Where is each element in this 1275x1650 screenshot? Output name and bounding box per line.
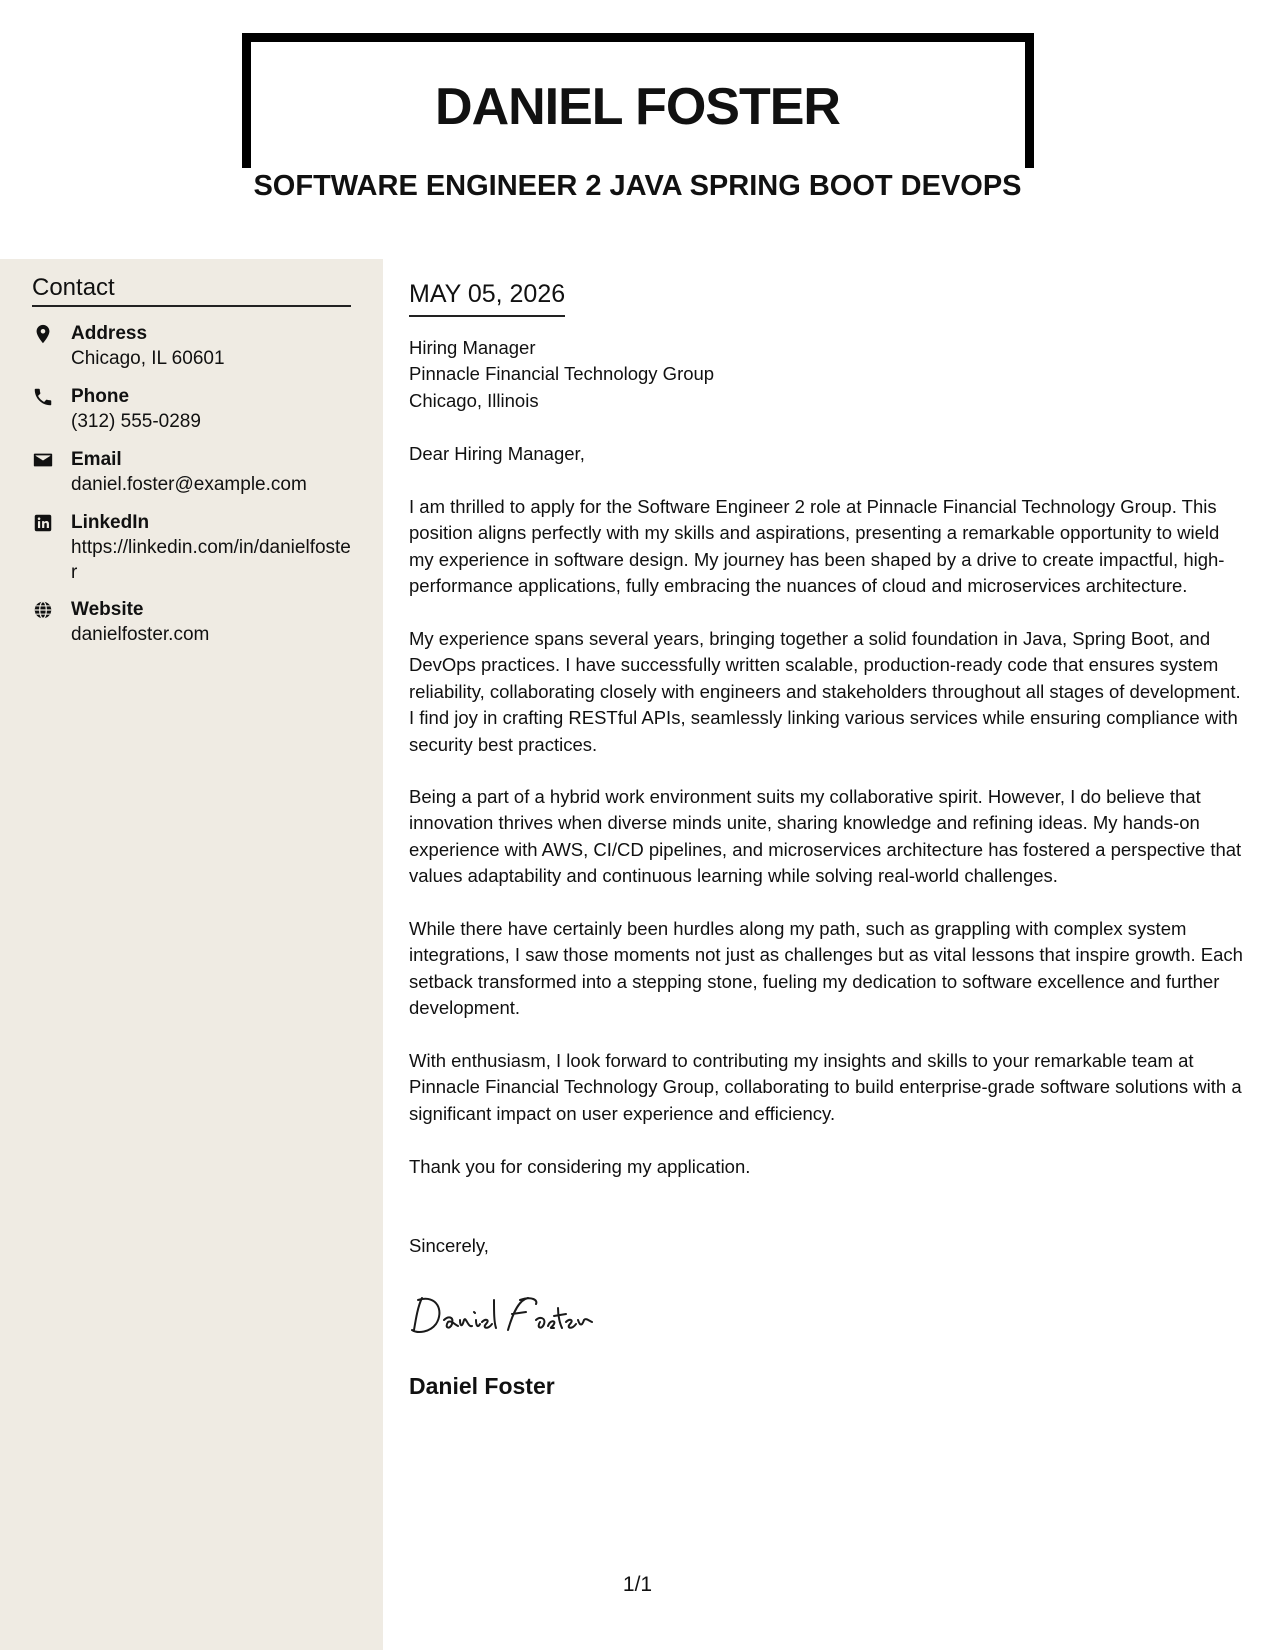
recipient-line: Pinnacle Financial Technology Group	[409, 363, 715, 385]
contact-phone-value: (312) 555-0289	[71, 411, 201, 432]
contact-website-label: Website	[71, 599, 144, 620]
letter-paragraph: With enthusiasm, I look forward to contributing my insights and skills to your remarkable team at Pinnacle Financial Technology Group, collaborating to build enterprise-grade software solutions with a significant impact on user experience and efficiency.	[409, 1050, 1242, 1124]
contact-email-label: Email	[71, 449, 122, 470]
globe-icon	[32, 599, 54, 621]
envelope-icon	[32, 449, 54, 471]
contact-phone-label: Phone	[71, 386, 130, 407]
letter-paragraph: While there have certainly been hurdles along my path, such as grappling with complex system integrations, I saw those moments not just as challenges but as vital lessons that inspire growth. Each setback transformed into a stepping stone, fueling my dedication to software excellence and further development.	[409, 918, 1243, 1019]
contact-heading: Contact	[32, 273, 351, 307]
thanks-line: Thank you for considering my application.	[409, 1156, 751, 1177]
map-pin-icon	[32, 323, 54, 345]
phone-icon	[32, 386, 54, 408]
contact-linkedin-label: LinkedIn	[71, 512, 150, 533]
handwritten-signature	[408, 1290, 618, 1340]
letter-date: MAY 05, 2026	[409, 277, 565, 317]
signed-name: Daniel Foster	[409, 1373, 555, 1399]
salutation: Dear Hiring Manager,	[409, 443, 585, 464]
contact-address-label: Address	[71, 323, 148, 344]
letter-paragraph: My experience spans several years, bringing together a solid foundation in Java, Spring Boot, and DevOps practices. I have successfully written scalable, production-ready code that ensures system reliability, collaborating closely with engineers and stakeholders throughout all stages of development. I find joy in crafting RESTful APIs, seamlessly linking various services while ensuring compliance with security best practices.	[409, 628, 1241, 755]
contact-linkedin-value[interactable]: https://linkedin.com/in/danielfoster	[71, 537, 351, 583]
contact-sidebar	[0, 259, 383, 1650]
job-title-text: SOFTWARE ENGINEER 2 JAVA SPRING BOOT DEVOPS	[239, 170, 1035, 202]
contact-email-value[interactable]: daniel.foster@example.com	[71, 474, 307, 495]
recipient-line: Chicago, Illinois	[409, 389, 539, 411]
contact-address-value: Chicago, IL 60601	[71, 348, 225, 369]
contact-website-value[interactable]: danielfoster.com	[71, 624, 210, 645]
closing: Sincerely,	[409, 1235, 489, 1256]
page-number: 1/1	[622, 1573, 653, 1596]
letter-paragraph: I am thrilled to apply for the Software Engineer 2 role at Pinnacle Financial Technology Group. This position aligns perfectly with my skills and aspirations, presenting a remarkable opportunity to wield my experience in software design. My journey has been shaped by a drive to create impactful, high-performance applications, fully embracing the nuances of cloud and microservices architecture.	[409, 496, 1225, 597]
letter-paragraph: Being a part of a hybrid work environment suits my collaborative spirit. However, I do believe that innovation thrives when diverse minds unite, sharing knowledge and refining ideas. My hands-on experience with AWS, CI/CD pipelines, and microservices architecture has fostered a perspective that values adaptability and continuous learning while solving real-world challenges.	[409, 786, 1242, 887]
recipient-line: Hiring Manager	[409, 337, 536, 358]
applicant-name: DANIEL FOSTER	[435, 78, 840, 136]
recipient-block	[409, 335, 1249, 414]
job-title	[0, 166, 1275, 206]
linkedin-icon	[32, 512, 54, 534]
